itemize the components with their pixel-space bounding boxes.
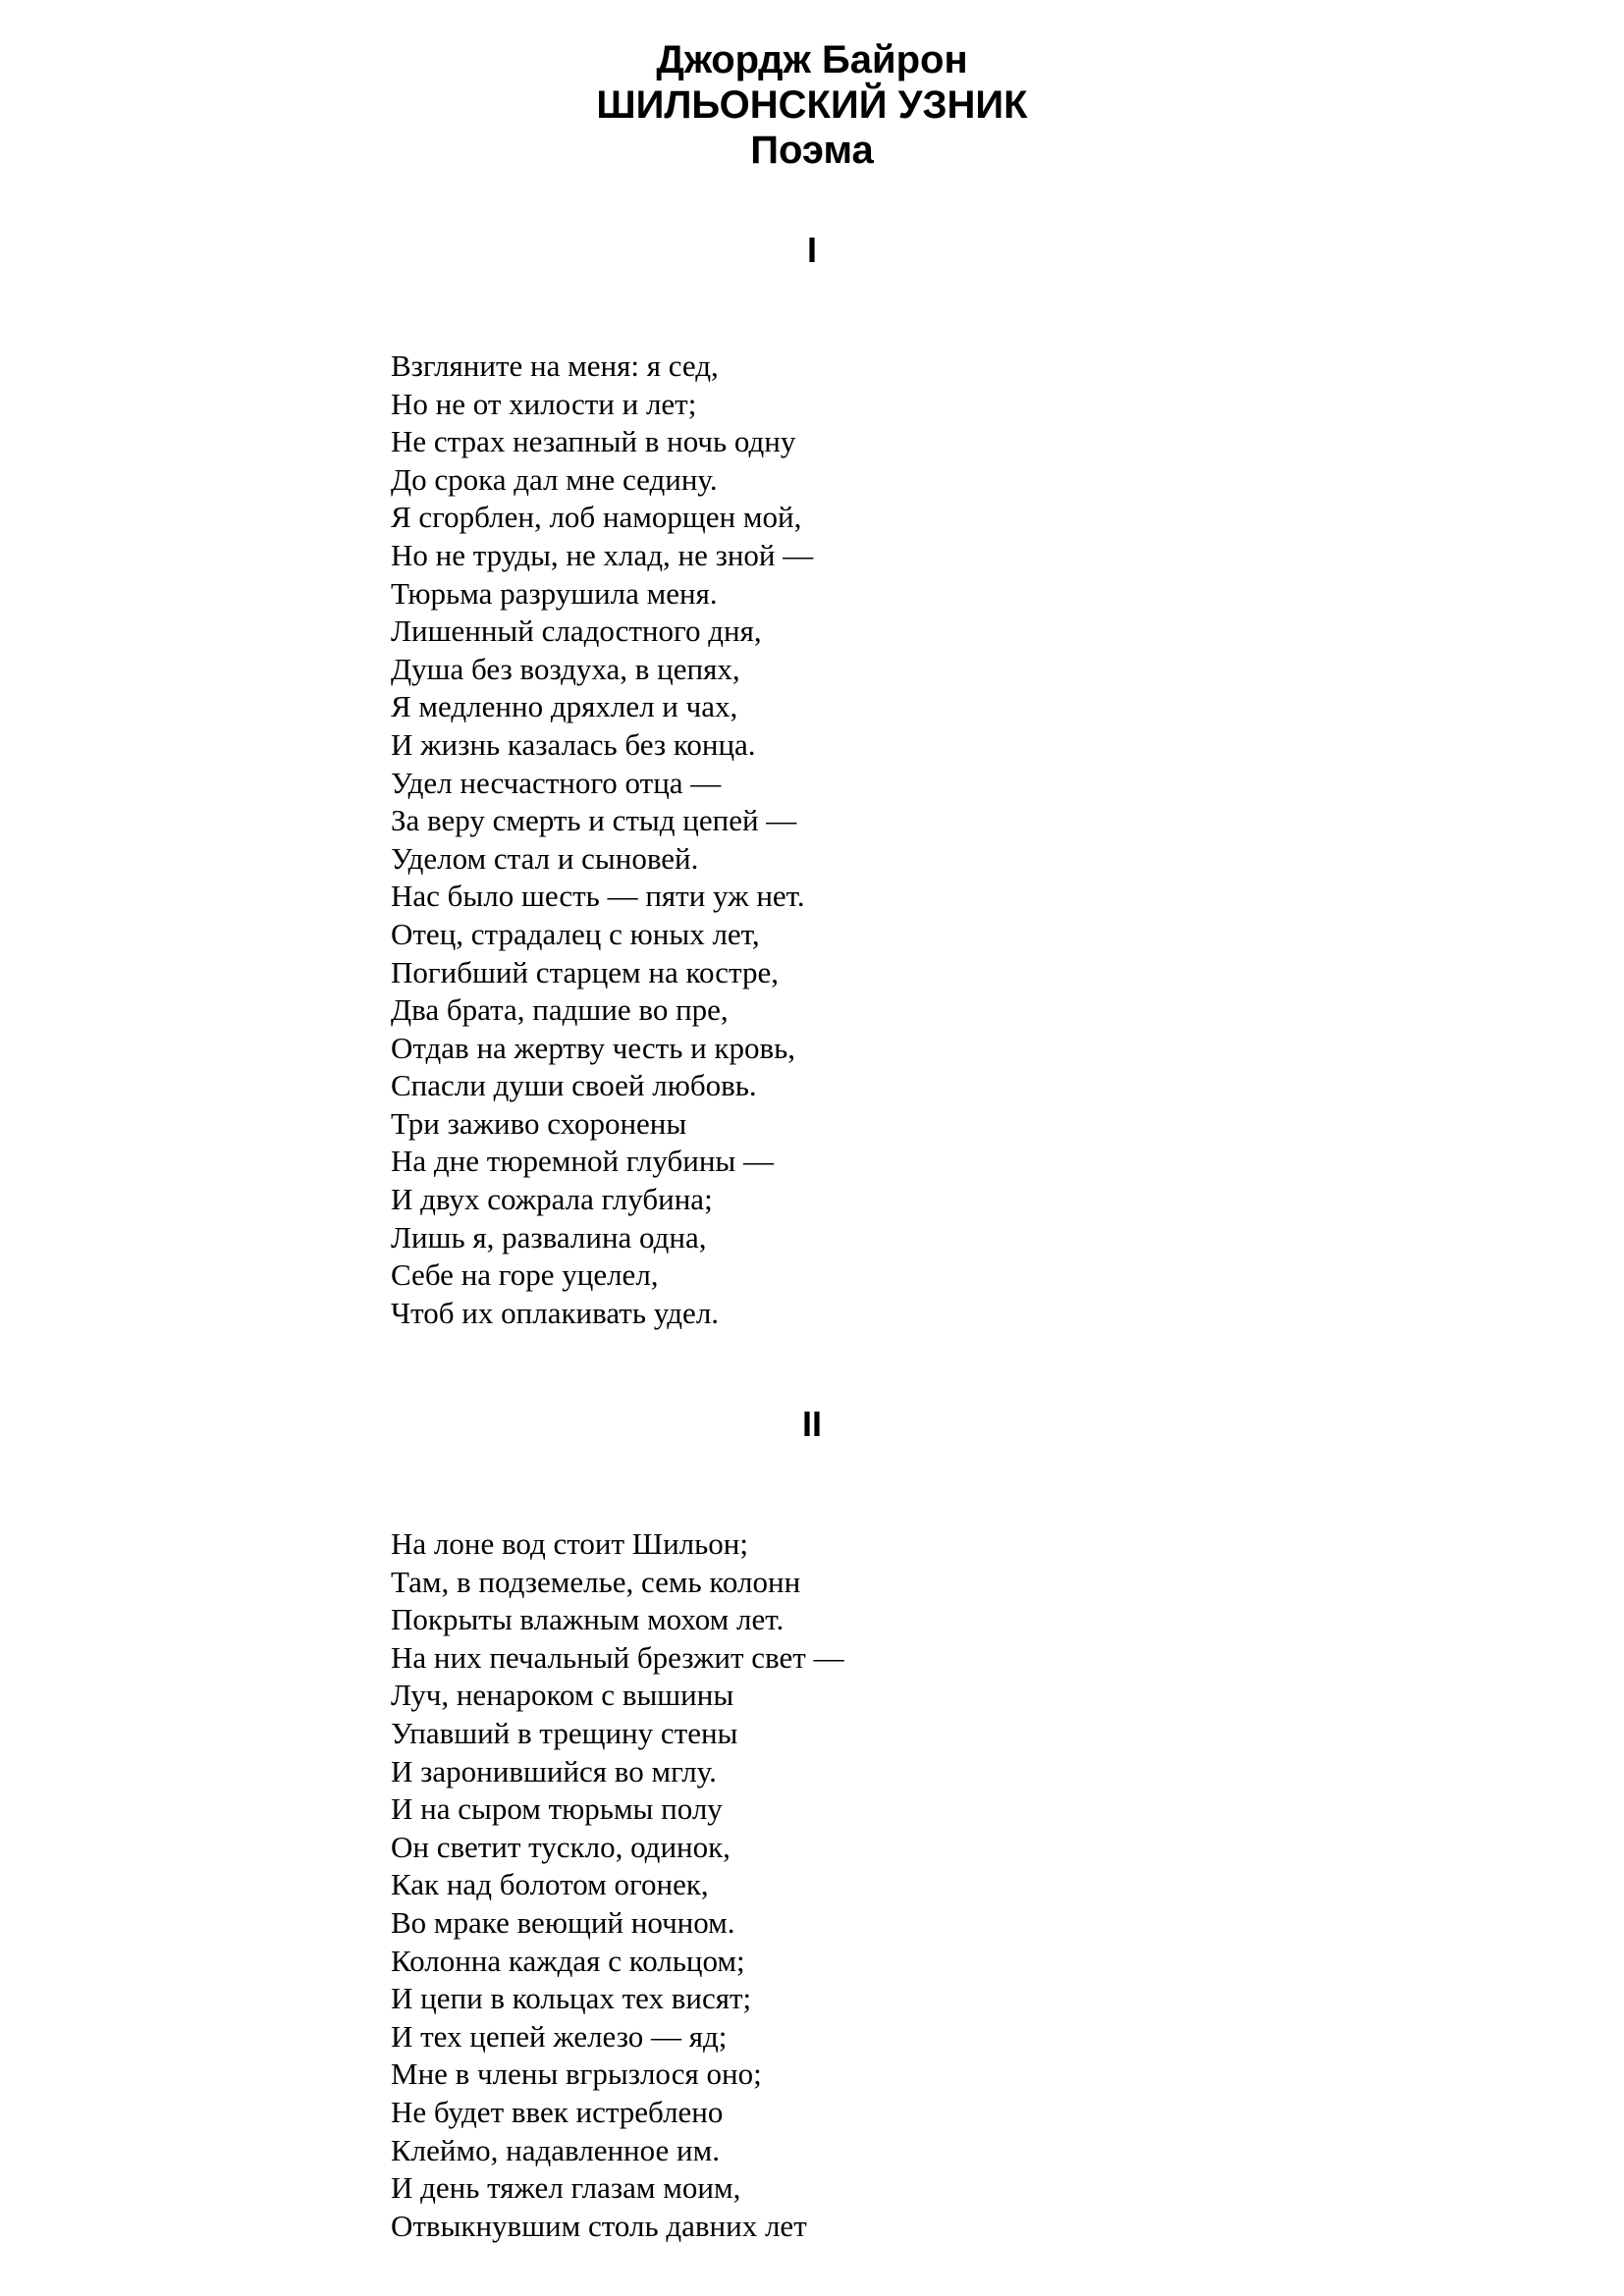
verse-line: Два брата, падшие во пре, — [391, 992, 729, 1028]
verse-line: Спасли души своей любовь. — [391, 1068, 757, 1103]
stanza-2 — [391, 1525, 1471, 2245]
title-block — [0, 37, 1624, 173]
verse-line: Отвыкнувшим столь давних лет — [391, 2208, 807, 2243]
verse-line: Отдав на жертву честь и кровь, — [391, 1030, 796, 1065]
verse-line: Уделом стал и сыновей. — [391, 840, 699, 876]
verse-line: И двух сожрала глубина; — [391, 1182, 713, 1217]
verse-line: И тех цепей железо — яд; — [391, 2018, 728, 2054]
verse-line: На дне тюремной глубины — — [391, 1144, 775, 1179]
verse-line: Я медленно дряхлел и чах, — [391, 689, 738, 724]
verse-line: Себе на горе уцелел, — [391, 1257, 659, 1293]
verse-line: Удел несчастного отца — — [391, 765, 722, 800]
verse-line: Покрыты влажным мохом лет. — [391, 1602, 785, 1637]
verse-line: И цепи в кольцах тех висят; — [391, 1981, 752, 2016]
verse-line: Колонна каждая с кольцом; — [391, 1943, 745, 1978]
verse-line: Три заживо схоронены — [391, 1105, 687, 1141]
verse-line: Чтоб их оплакивать удел. — [391, 1295, 720, 1330]
verse-line: И жизнь казалась без конца. — [391, 726, 756, 762]
section-heading-1: I — [806, 230, 817, 270]
verse-line: Луч, ненароком с вышины — [391, 1678, 734, 1713]
poem-title: ШИЛЬОНСКИЙ УЗНИК — [596, 83, 1028, 127]
verse-line: До срока дал мне седину. — [391, 461, 718, 497]
verse-line: Мне в члены вгрызлося оно; — [391, 2056, 762, 2092]
verse-line: Лишенный сладостного дня, — [391, 614, 762, 649]
verse-line: Нас было шесть — пяти уж нет. — [391, 879, 805, 914]
verse-line: Отец, страдалец с юных лет, — [391, 916, 760, 951]
verse-line: Тюрьма разрушила меня. — [391, 575, 718, 611]
verse-line: И день тяжел глазам моим, — [391, 2170, 741, 2206]
section-heading-2: II — [801, 1404, 822, 1444]
author-name: Джордж Байрон — [656, 38, 968, 81]
verse-line: На них печальный брезжит свет — — [391, 1639, 844, 1675]
verse-line: Он светит тускло, одинок, — [391, 1829, 731, 1864]
verse-line: Взгляните на меня: я сед, — [391, 348, 719, 383]
verse-line: Но не от хилости и лет; — [391, 386, 697, 421]
verse-line: Как над болотом огонек, — [391, 1867, 709, 1902]
verse-line: И на сыром тюрьмы полу — [391, 1791, 723, 1827]
verse-line: Погибший старцем на костре, — [391, 954, 779, 989]
verse-line: Во мраке веющий ночном. — [391, 1904, 735, 1940]
verse-line: На лоне вод стоит Шильон; — [391, 1526, 748, 1561]
verse-line: Там, в подземелье, семь колонн — [391, 1564, 801, 1599]
verse-line: Душа без воздуха, в цепях, — [391, 651, 740, 686]
verse-line: За веру смерть и стыд цепей — — [391, 803, 797, 838]
verse-line: И заронившийся во мглу. — [391, 1753, 717, 1789]
verse-line: Упавший в трещину стены — [391, 1715, 738, 1750]
verse-line: Не будет ввек истреблено — [391, 2094, 724, 2129]
poem-genre: Поэма — [750, 129, 874, 172]
verse-line: Лишь я, развалина одна, — [391, 1219, 707, 1255]
verse-line: Не страх незапный в ночь одну — [391, 424, 796, 459]
verse-line: Но не труды, не хлад, не зной — — [391, 537, 814, 572]
verse-line: Клеймо, надавленное им. — [391, 2132, 720, 2167]
stanza-1 — [391, 347, 1471, 1332]
verse-line: Я сгорблен, лоб наморщен мой, — [391, 500, 802, 535]
